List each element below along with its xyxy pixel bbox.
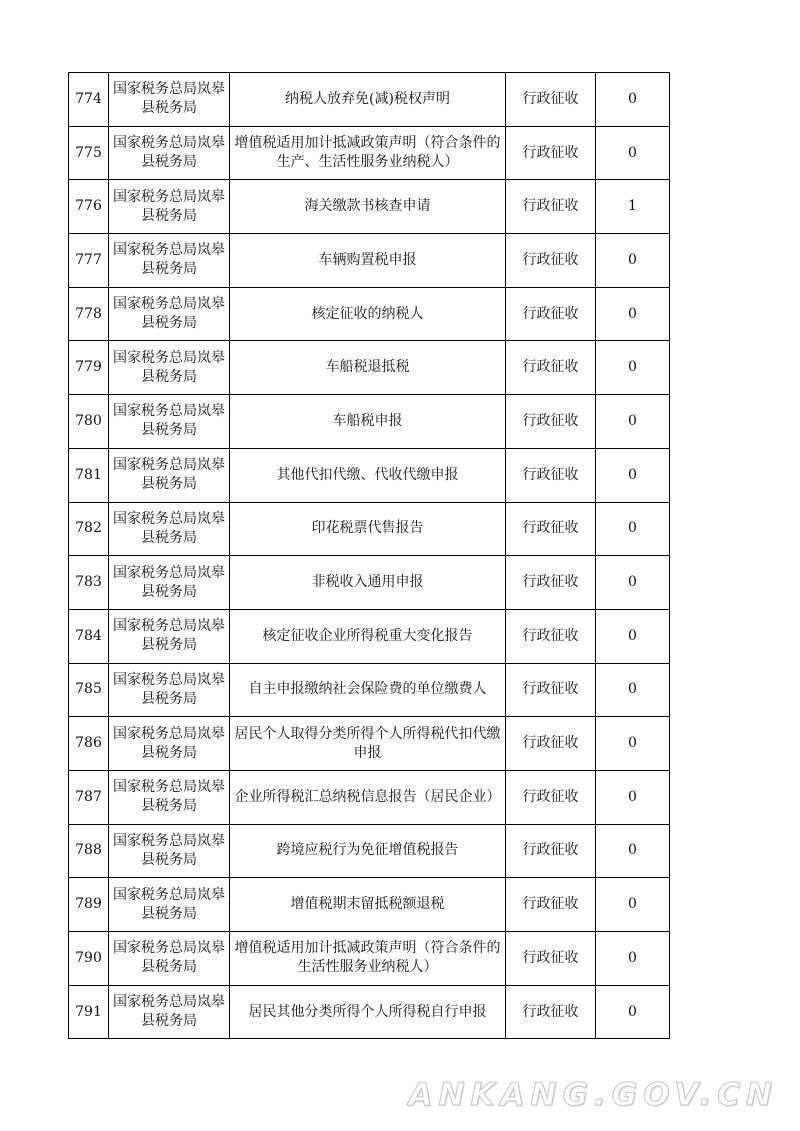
category-type: 行政征收 bbox=[506, 824, 596, 878]
department-name: 国家税务总局岚皋县税务局 bbox=[109, 126, 230, 180]
item-name: 印花税票代售报告 bbox=[230, 502, 506, 556]
item-name: 增值税适用加计抵减政策声明（符合条件的生活性服务业纳税人） bbox=[230, 932, 506, 986]
table-row bbox=[69, 287, 670, 341]
department-name: 国家税务总局岚皋县税务局 bbox=[109, 341, 230, 395]
department-name: 国家税务总局岚皋县税务局 bbox=[109, 395, 230, 449]
item-name: 其他代扣代缴、代收代缴申报 bbox=[230, 448, 506, 502]
row-number: 774 bbox=[69, 73, 109, 127]
category-type: 行政征收 bbox=[506, 556, 596, 610]
row-number: 782 bbox=[69, 502, 109, 556]
department-name: 国家税务总局岚皋县税务局 bbox=[109, 717, 230, 771]
category-type: 行政征收 bbox=[506, 663, 596, 717]
item-name: 居民其他分类所得个人所得税自行申报 bbox=[230, 985, 506, 1039]
item-name: 核定征收的纳税人 bbox=[230, 287, 506, 341]
case-count: 0 bbox=[596, 502, 670, 556]
case-count: 1 bbox=[596, 180, 670, 234]
case-count: 0 bbox=[596, 663, 670, 717]
category-type: 行政征收 bbox=[506, 609, 596, 663]
case-count: 0 bbox=[596, 985, 670, 1039]
row-number: 780 bbox=[69, 395, 109, 449]
department-name: 国家税务总局岚皋县税务局 bbox=[109, 985, 230, 1039]
table-row bbox=[69, 341, 670, 395]
row-number: 783 bbox=[69, 556, 109, 610]
tax-items-table bbox=[68, 72, 670, 1039]
item-name: 核定征收企业所得税重大变化报告 bbox=[230, 609, 506, 663]
department-name: 国家税务总局岚皋县税务局 bbox=[109, 73, 230, 127]
department-name: 国家税务总局岚皋县税务局 bbox=[109, 770, 230, 824]
case-count: 0 bbox=[596, 395, 670, 449]
table-row bbox=[69, 985, 670, 1039]
case-count: 0 bbox=[596, 770, 670, 824]
department-name: 国家税务总局岚皋县税务局 bbox=[109, 556, 230, 610]
department-name: 国家税务总局岚皋县税务局 bbox=[109, 287, 230, 341]
table-row bbox=[69, 448, 670, 502]
row-number: 778 bbox=[69, 287, 109, 341]
row-number: 775 bbox=[69, 126, 109, 180]
row-number: 791 bbox=[69, 985, 109, 1039]
case-count: 0 bbox=[596, 234, 670, 288]
table-row bbox=[69, 717, 670, 771]
table-body bbox=[69, 73, 670, 1039]
site-watermark: ANKANG.GOV.CN bbox=[408, 1077, 778, 1113]
case-count: 0 bbox=[596, 287, 670, 341]
table-row bbox=[69, 878, 670, 932]
item-name: 增值税适用加计抵减政策声明（符合条件的生产、生活性服务业纳税人） bbox=[230, 126, 506, 180]
row-number: 785 bbox=[69, 663, 109, 717]
item-name: 企业所得税汇总纳税信息报告（居民企业） bbox=[230, 770, 506, 824]
table-row bbox=[69, 824, 670, 878]
category-type: 行政征收 bbox=[506, 448, 596, 502]
item-name: 海关缴款书核查申请 bbox=[230, 180, 506, 234]
department-name: 国家税务总局岚皋县税务局 bbox=[109, 878, 230, 932]
row-number: 781 bbox=[69, 448, 109, 502]
category-type: 行政征收 bbox=[506, 287, 596, 341]
table-row bbox=[69, 609, 670, 663]
category-type: 行政征收 bbox=[506, 73, 596, 127]
category-type: 行政征收 bbox=[506, 234, 596, 288]
row-number: 788 bbox=[69, 824, 109, 878]
row-number: 789 bbox=[69, 878, 109, 932]
item-name: 非税收入通用申报 bbox=[230, 556, 506, 610]
case-count: 0 bbox=[596, 609, 670, 663]
item-name: 居民个人取得分类所得个人所得税代扣代缴申报 bbox=[230, 717, 506, 771]
category-type: 行政征收 bbox=[506, 502, 596, 556]
case-count: 0 bbox=[596, 932, 670, 986]
item-name: 纳税人放弃免(减)税权声明 bbox=[230, 73, 506, 127]
table-row bbox=[69, 770, 670, 824]
table-row bbox=[69, 234, 670, 288]
table-row bbox=[69, 180, 670, 234]
category-type: 行政征收 bbox=[506, 126, 596, 180]
case-count: 0 bbox=[596, 824, 670, 878]
department-name: 国家税务总局岚皋县税务局 bbox=[109, 180, 230, 234]
table-row bbox=[69, 502, 670, 556]
case-count: 0 bbox=[596, 556, 670, 610]
category-type: 行政征收 bbox=[506, 180, 596, 234]
item-name: 车辆购置税申报 bbox=[230, 234, 506, 288]
row-number: 787 bbox=[69, 770, 109, 824]
case-count: 0 bbox=[596, 448, 670, 502]
table-row bbox=[69, 73, 670, 127]
item-name: 车船税退抵税 bbox=[230, 341, 506, 395]
item-name: 车船税申报 bbox=[230, 395, 506, 449]
category-type: 行政征收 bbox=[506, 932, 596, 986]
category-type: 行政征收 bbox=[506, 878, 596, 932]
department-name: 国家税务总局岚皋县税务局 bbox=[109, 234, 230, 288]
department-name: 国家税务总局岚皋县税务局 bbox=[109, 824, 230, 878]
case-count: 0 bbox=[596, 341, 670, 395]
department-name: 国家税务总局岚皋县税务局 bbox=[109, 663, 230, 717]
row-number: 779 bbox=[69, 341, 109, 395]
department-name: 国家税务总局岚皋县税务局 bbox=[109, 502, 230, 556]
table-row bbox=[69, 556, 670, 610]
category-type: 行政征收 bbox=[506, 985, 596, 1039]
case-count: 0 bbox=[596, 126, 670, 180]
row-number: 784 bbox=[69, 609, 109, 663]
row-number: 786 bbox=[69, 717, 109, 771]
table-row bbox=[69, 663, 670, 717]
category-type: 行政征收 bbox=[506, 770, 596, 824]
department-name: 国家税务总局岚皋县税务局 bbox=[109, 448, 230, 502]
item-name: 跨境应税行为免征增值税报告 bbox=[230, 824, 506, 878]
table-row bbox=[69, 395, 670, 449]
category-type: 行政征收 bbox=[506, 717, 596, 771]
item-name: 自主申报缴纳社会保险费的单位缴费人 bbox=[230, 663, 506, 717]
row-number: 777 bbox=[69, 234, 109, 288]
table-row bbox=[69, 126, 670, 180]
department-name: 国家税务总局岚皋县税务局 bbox=[109, 609, 230, 663]
table-row bbox=[69, 932, 670, 986]
item-name: 增值税期末留抵税额退税 bbox=[230, 878, 506, 932]
category-type: 行政征收 bbox=[506, 395, 596, 449]
row-number: 790 bbox=[69, 932, 109, 986]
case-count: 0 bbox=[596, 717, 670, 771]
department-name: 国家税务总局岚皋县税务局 bbox=[109, 932, 230, 986]
case-count: 0 bbox=[596, 878, 670, 932]
category-type: 行政征收 bbox=[506, 341, 596, 395]
row-number: 776 bbox=[69, 180, 109, 234]
case-count: 0 bbox=[596, 73, 670, 127]
